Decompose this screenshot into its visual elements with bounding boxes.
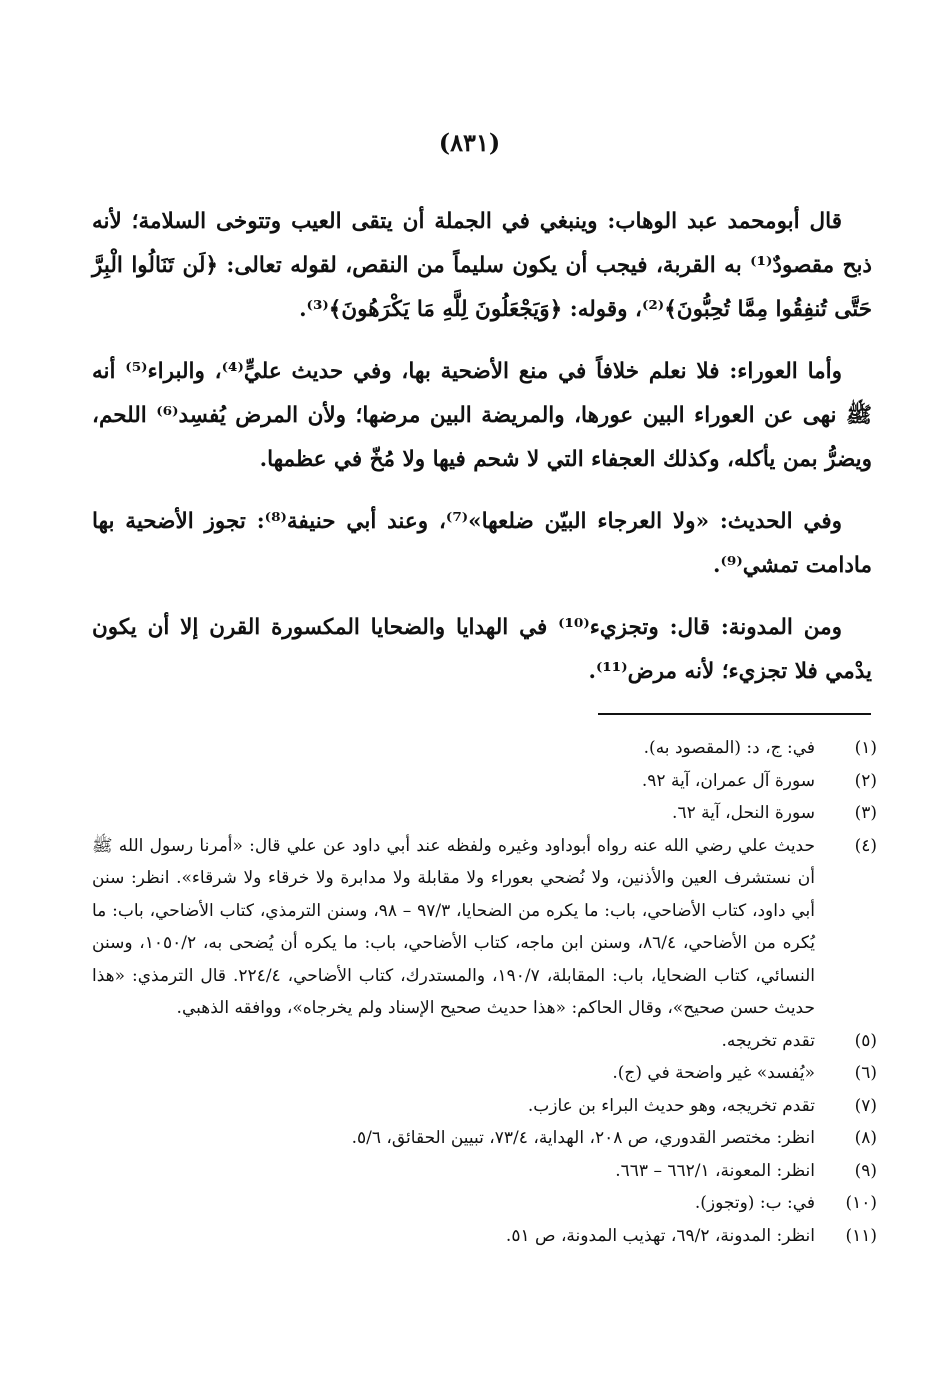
footnote-text: تقدم تخريجه. xyxy=(721,1030,815,1051)
footnote-2 xyxy=(92,765,877,798)
footnote-1 xyxy=(92,732,877,765)
footnote-number: (٩) xyxy=(854,1160,877,1181)
footnote-text: تقدم تخريجه، وهو حديث البراء بن عازب. xyxy=(527,1095,815,1116)
footnote-text: انظر: المعونة، ٦٦٢/١ – ٦٦٣. xyxy=(615,1160,815,1181)
paragraph-1: قال أبومحمد عبد الوهاب: وينبغي في الجملة أن يتقى العيب وتتوخى السلامة؛ لأنه ذبح مقصودٌ⁽¹⁾ به القربة، فيجب أن يكون سليماً من النقص، لقوله تعالى: ﴿لَن تَنَالُوا الْبِرَّ حَتَّى تُنفِقُوا مِمَّا تُحِبُّونَ﴾⁽²⁾، وقوله: ﴿وَيَجْعَلُونَ لِلَّهِ مَا يَكْرَهُونَ﴾⁽³⁾. xyxy=(92,209,873,322)
footnote-divider xyxy=(598,713,871,715)
footnote-number: (٨) xyxy=(854,1128,877,1148)
footnote-text: حديث علي رضي الله عنه رواه أبوداود وغيره ولفظه عند أبي داود عن علي قال: «أمرنا رسول الله ﷺ أن نستشرف العين والأذنين، ولا نُضحي بعوراء ولا مقابلة ولا مدابرة ولا خرقاء ولا شرقاء». انظر: سنن أبي داود، كتاب الأضاحي، باب: ما يكره من الضحايا، ٩٧/٣ – ٩٨، وسنن الترمذي، كتاب الأضاحي، باب: ما يُكره من الأضاحي، ٨٦/٤، وسنن ابن ماجه، كتاب الأضاحي، باب: ما يكره أن يُضحى به، ١٠٥٠/٢، وسنن النسائي، كتاب الضحايا، باب: المقابلة، ١٩٠/٧، والمستدرك، كتاب الأضاحي، ٢٢٤/٤. قال الترمذي: «هذا حديث حسن صحيح»، وقال الحاكم: «هذا حديث صحيح الإسناد ولم يخرجاه»، ووافقه الذهبي. xyxy=(92,835,815,1018)
footnote-8 xyxy=(92,1122,877,1155)
footnote-6 xyxy=(92,1057,877,1090)
main-text xyxy=(92,200,872,712)
footnote-text: في: ج، د: (المقصود به). xyxy=(643,738,815,758)
footnote-text: في: ب: (وتجوز). xyxy=(694,1193,815,1213)
footnote-11 xyxy=(92,1220,877,1253)
footnote-text: «يُفسد» غير واضحة في (ج). xyxy=(612,1063,815,1083)
footnote-10 xyxy=(92,1187,877,1220)
footnotes xyxy=(92,732,877,1252)
footnote-number: (١١) xyxy=(845,1225,877,1246)
paragraph-4: ومن المدونة: قال: وتجزيء⁽¹⁰⁾ في الهدايا والضحايا المكسورة القرن إلا أن يكون يدْمي فلا تجزيء؛ لأنه مرض⁽¹¹⁾. xyxy=(92,615,872,684)
footnote-text: انظر: مختصر القدوري، ص ٢٠٨، الهداية، ٧٣/٤، تبيين الحقائق، ٥/٦. xyxy=(351,1128,815,1148)
footnote-text: سورة النحل، آية ٦٢. xyxy=(672,803,815,823)
footnote-4 xyxy=(92,830,877,1025)
paragraph-3: وفي الحديث: «ولا العرجاء البيّن ضلعها»⁽⁷⁾، وعند أبي حنيفة⁽⁸⁾: تجوز الأضحية بها مادامت تمشي⁽⁹⁾. xyxy=(92,509,872,578)
footnote-number: (١) xyxy=(854,738,877,758)
footnote-text: سورة آل عمران، آية ٩٢. xyxy=(641,770,815,791)
footnote-7 xyxy=(92,1090,877,1123)
footnote-3 xyxy=(92,797,877,830)
footnote-9 xyxy=(92,1155,877,1188)
footnote-number: (٢) xyxy=(854,770,877,791)
footnote-number: (٤) xyxy=(854,835,877,856)
footnote-number: (١٠) xyxy=(845,1193,877,1213)
footnote-number: (٥) xyxy=(854,1030,877,1051)
footnote-number: (٣) xyxy=(854,803,877,823)
paragraph-2: وأما العوراء: فلا نعلم خلافاً في منع الأضحية بها، وفي حديث عليٍّ⁽⁴⁾، والبراء⁽⁵⁾ أنه ﷺ نهى عن العوراء البين عورها، والمريضة البين مرضها؛ ولأن المرض يُفسِد⁽⁶⁾ اللحم، ويضرُّ بمن يأكله، وكذلك العجفاء التي لا شحم فيها ولا مُخّ في عظمها. xyxy=(92,359,872,472)
footnote-number: (٦) xyxy=(854,1063,877,1083)
page-number: (٨٣١) xyxy=(438,128,501,157)
footnote-number: (٧) xyxy=(854,1095,877,1116)
footnote-text: انظر: المدونة، ٦٩/٢، تهذيب المدونة، ص ٥١. xyxy=(505,1225,815,1246)
footnote-5 xyxy=(92,1025,877,1058)
